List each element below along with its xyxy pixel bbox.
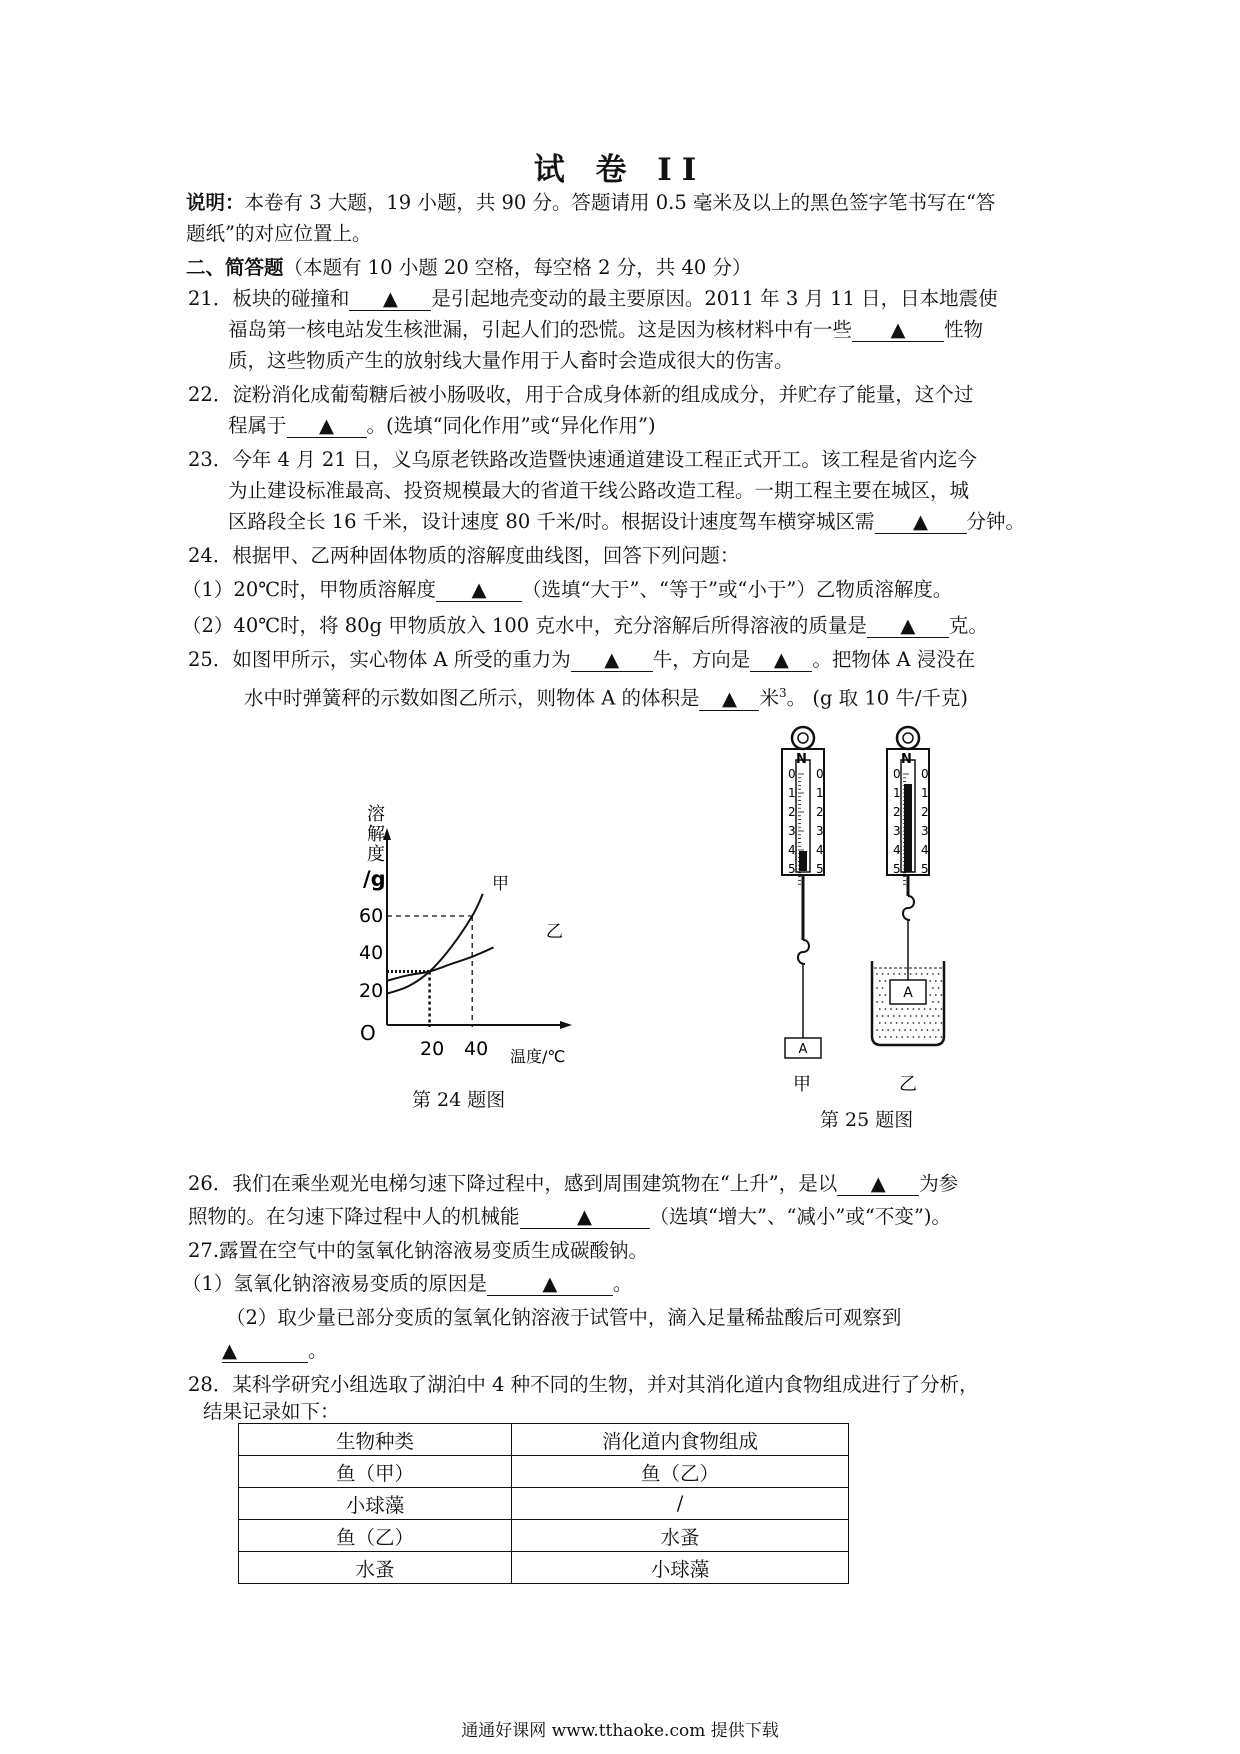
fig25-water-dot — [910, 973, 912, 975]
fig25-water-dot — [941, 1036, 943, 1038]
table-cell: 水蚤 — [239, 1552, 512, 1584]
fig25-water-dot — [927, 973, 929, 975]
fig24-xlabel: 温度/℃ — [510, 1047, 566, 1066]
q26-text-b: 为参 — [919, 1172, 959, 1195]
q25-text-c: 。把物体 A 浸没在 — [812, 648, 976, 671]
q25-line-2 — [244, 679, 968, 713]
page-title: 试 卷 II — [533, 152, 707, 188]
fig25-water-dot — [893, 1015, 895, 1017]
q24-blank-1[interactable]: ▲ — [436, 579, 522, 602]
q28-line-2: 结果记录如下： — [203, 1400, 340, 1423]
fig25-water-dot — [896, 1022, 898, 1024]
fig24-ylabel-char-2: 解 — [367, 824, 385, 845]
fig25-left-object-label: A — [798, 1042, 808, 1057]
fig25-water-dot — [910, 1029, 912, 1031]
fig25-left-ring — [792, 727, 814, 749]
q27-p2-end: 。 — [308, 1339, 328, 1362]
table-cell: 鱼（乙） — [512, 1456, 849, 1488]
fig25-water-dot — [899, 1029, 901, 1031]
q23-line-2: 为止建设标准最高、投资规模最大的省道干线公路改造工程。一期工程主要在城区，城 — [228, 479, 970, 502]
fig24-xtick-40: 40 — [464, 1038, 489, 1060]
fig25-scale-number-right: 2 — [921, 805, 929, 819]
fig25-scale-number-right: 5 — [816, 862, 824, 876]
fig25-water-dot — [890, 1022, 892, 1024]
fig25-scale-number-right: 4 — [816, 843, 824, 857]
fig24-ylabel-char-3: 度 — [367, 844, 385, 865]
fig25-water-dot — [882, 1029, 884, 1031]
fig25-water-dot — [904, 1029, 906, 1031]
fig25-water-dot — [915, 1015, 917, 1017]
fig24-ylabel-unit: /g — [363, 867, 386, 891]
fig25-water-dot — [929, 1008, 931, 1010]
fig25-scale-number-left: 5 — [788, 862, 796, 876]
intro-text-1: 本卷有 3 大题，19 小题，共 90 分。答题请用 0.5 毫米及以上的黑色签字笔书写在“答 — [244, 191, 996, 214]
q25-blank-3[interactable]: ▲ — [699, 688, 759, 711]
fig25-scale-number-right: 2 — [816, 805, 824, 819]
q21-text-d: 性物 — [944, 318, 984, 341]
q22-blank[interactable]: ▲ — [287, 415, 367, 438]
fig25-water-dot — [927, 1029, 929, 1031]
fig25-water-dot — [921, 1029, 923, 1031]
table-cell: 水蚤 — [512, 1520, 849, 1552]
fig25-water-dot — [935, 994, 937, 996]
fig25-water-dot — [929, 1036, 931, 1038]
fig25-scale-number-left: 0 — [788, 767, 796, 781]
q26-text-c: 照物的。在匀速下降过程中人的机械能 — [188, 1205, 520, 1228]
fig24-origin: O — [360, 1021, 376, 1045]
fig25-water-dot — [941, 1022, 943, 1024]
fig25-water-dot — [879, 1022, 881, 1024]
fig25-water-dot — [941, 980, 943, 982]
q25-blank-1[interactable]: ▲ — [571, 649, 653, 672]
fig25-water-dot — [885, 1022, 887, 1024]
q21-blank-2[interactable]: ▲ — [852, 319, 944, 342]
fig25-water-dot — [913, 1008, 915, 1010]
q23-text-a: 区路段全长 16 千米，设计速度 80 千米/时。根据设计速度驾车横穿城区需 — [228, 510, 875, 533]
fig25-right-pointer — [904, 784, 912, 872]
fig25-scale-number-right: 0 — [816, 767, 824, 781]
fig25-water-dot — [941, 1008, 943, 1010]
table-cell: 鱼（甲） — [239, 1456, 512, 1488]
fig24-caption: 第 24 题图 — [412, 1089, 506, 1111]
table-row — [239, 1488, 849, 1520]
fig24-ytick-20: 20 — [359, 980, 384, 1002]
intro-label: 说明： — [186, 191, 245, 214]
fig25-water-dot — [932, 1001, 934, 1003]
fig25-scale-number-left: 4 — [893, 843, 901, 857]
q21-text-a: 21．板块的碰撞和 — [188, 287, 350, 310]
fig25-scale-number-right: 1 — [816, 786, 824, 800]
fig24-ytick-60: 60 — [359, 905, 384, 927]
q25-blank-2[interactable]: ▲ — [750, 649, 812, 672]
q22-text-b: 。(选填“同化作用”或“异化作用”) — [366, 414, 656, 437]
fig25-water-dot — [918, 1022, 920, 1024]
q25-text-e: 米 — [759, 686, 779, 710]
q26-line-2 — [188, 1203, 951, 1231]
fig25-water-dot — [896, 1036, 898, 1038]
fig25-water-dot — [885, 1036, 887, 1038]
q26-text-d: （选填“增大”、“减小”或“不变”)。 — [649, 1205, 951, 1228]
q24-p2-text-a: （2）40℃时，将 80g 甲物质放入 100 克水中，充分溶解后所得溶液的质量是 — [182, 614, 867, 637]
fig25-water-dot — [929, 1022, 931, 1024]
q26-text-a: 26．我们在乘坐观光电梯匀速下降过程中，感到周围建筑物在“上升”，是以 — [188, 1172, 838, 1195]
q27-p1-text: （1）氢氧化钠溶液易变质的原因是 — [182, 1272, 487, 1295]
q21-line-3: 质，这些物质产生的放射线大量作用于人畜时会造成很大的伤害。 — [228, 349, 794, 372]
fig25-water-dot — [896, 1008, 898, 1010]
fig25-water-dot — [879, 1008, 881, 1010]
q25-text-d: 水中时弹簧秤的示数如图乙所示，则物体 A 的体积是 — [244, 686, 700, 710]
fig25-water-dot — [876, 987, 878, 989]
fig25-water-dot — [887, 1029, 889, 1031]
q25-text-b: 牛，方向是 — [652, 648, 751, 671]
fig25-water-dot — [901, 1022, 903, 1024]
fig24-ylabel-char-1: 溶 — [367, 804, 385, 825]
q28-food-table — [238, 1423, 849, 1584]
table-row — [239, 1552, 849, 1584]
fig25-right-ring — [897, 727, 919, 749]
fig25-right-object-label: A — [903, 985, 913, 1001]
fig25-scale-number-right: 5 — [921, 862, 929, 876]
table-row — [239, 1456, 849, 1488]
section-2-heading — [186, 254, 751, 282]
fig25-water-dot — [882, 1001, 884, 1003]
fig25-water-dot — [876, 1029, 878, 1031]
fig25-scale-right — [872, 727, 944, 1095]
q27-p1-end: 。 — [612, 1272, 633, 1295]
fig25-water-dot — [927, 1015, 929, 1017]
intro-line-2: 题纸”的对应位置上。 — [186, 222, 372, 245]
fig25-water-dot — [935, 1022, 937, 1024]
fig25-water-dot — [876, 1001, 878, 1003]
q27-part-2: （2）取少量已部分变质的氢氧化钠溶液于试管中，滴入足量稀盐酸后可观察到 — [226, 1306, 902, 1329]
intro-line-1 — [186, 189, 995, 217]
fig25-water-dot — [918, 1036, 920, 1038]
table-header-row — [239, 1424, 849, 1456]
q27-blank-1[interactable]: ▲ — [487, 1273, 613, 1296]
fig25-scale-number-left: 0 — [893, 767, 901, 781]
fig25-water-dot — [899, 973, 901, 975]
fig25-water-dot — [887, 973, 889, 975]
fig25-water-dot — [907, 1036, 909, 1038]
fig25-water-dot — [899, 1015, 901, 1017]
q21-text-b: 是引起地壳变动的最主要原因。2011 年 3 月 11 日，日本地震使 — [431, 287, 998, 310]
fig25-water-dot — [932, 987, 934, 989]
fig25-water-dot — [938, 987, 940, 989]
fig25-left-unit: N — [796, 752, 807, 767]
fig25-water-dot — [924, 1022, 926, 1024]
fig24-series-label-jia: 甲 — [492, 874, 509, 894]
fig25-water-dot — [876, 973, 878, 975]
fig25-water-dot — [887, 1015, 889, 1017]
fig25-water-dot — [932, 1015, 934, 1017]
fig25-water-dot — [879, 1036, 881, 1038]
fig25-water-dot — [893, 1029, 895, 1031]
fig25-scale-number-left: 1 — [788, 786, 796, 800]
table-header-cell: 生物种类 — [239, 1424, 512, 1456]
fig25-water-dot — [918, 1008, 920, 1010]
fig25-water-dot — [935, 1008, 937, 1010]
fig25-water-dot — [921, 973, 923, 975]
fig25-water-dot — [924, 1036, 926, 1038]
fig25-water-dot — [929, 980, 931, 982]
q24-p1-text-a: （1）20℃时，甲物质溶解度 — [182, 578, 437, 601]
fig25-water-dot — [924, 1008, 926, 1010]
fig25-water-dot — [879, 980, 881, 982]
q24-line-1: 24．根据甲、乙两种固体物质的溶解度曲线图，回答下列问题： — [188, 544, 740, 567]
section-2-label: 二、简答题 — [186, 256, 284, 279]
fig25-water-dot — [941, 994, 943, 996]
fig25-water-dot — [935, 1036, 937, 1038]
fig25-scale-number-right: 0 — [921, 767, 929, 781]
q25-line-1 — [188, 646, 975, 674]
q21-blank-1[interactable]: ▲ — [349, 288, 431, 311]
fig25-water-dot — [915, 1029, 917, 1031]
fig24-plot-area — [387, 894, 494, 1027]
q26-blank-1[interactable]: ▲ — [837, 1173, 919, 1196]
fig25-water-dot — [910, 1015, 912, 1017]
q25-text-a: 25．如图甲所示，实心物体 A 所受的重力为 — [188, 648, 571, 671]
fig25-water-dot — [876, 1015, 878, 1017]
fig25-scale-number-right: 1 — [921, 786, 929, 800]
q25-superscript: 3 — [779, 686, 787, 700]
fig25-scale-left — [782, 727, 824, 1095]
fig25-water-dot — [885, 1008, 887, 1010]
fig25-water-dot — [885, 980, 887, 982]
q27-blank-2[interactable]: ▲ — [222, 1340, 308, 1363]
q23-text-b: 分钟。 — [966, 510, 1026, 533]
fig25-water-dot — [893, 973, 895, 975]
table-header-cell: 消化道内食物组成 — [512, 1424, 849, 1456]
fig25-scale-number-left: 4 — [788, 843, 796, 857]
fig25-water-dot — [935, 980, 937, 982]
fig25-scale-number-left: 1 — [893, 786, 901, 800]
q21-text-c: 福岛第一核电站发生核泄漏，引起人们的恐慌。这是因为核材料中有一些 — [228, 318, 853, 341]
fig25-water-dot — [904, 1015, 906, 1017]
q26-blank-2[interactable]: ▲ — [520, 1206, 650, 1229]
q27-part-2-answer — [222, 1337, 328, 1365]
fig25-scale-number-left: 2 — [788, 805, 796, 819]
table-cell: 小球藻 — [239, 1488, 512, 1520]
fig25-left-hook — [798, 940, 809, 964]
fig25-right-unit: N — [901, 752, 912, 767]
q28-line-1: 28．某科学研究小组选取了湖泊中 4 种不同的生物，并对其消化道内食物组成进行了分析， — [188, 1373, 979, 1396]
fig25-water-dot — [915, 973, 917, 975]
table-cell: 小球藻 — [512, 1552, 849, 1584]
fig24-solubility-chart — [350, 800, 590, 1070]
fig25-panel-label-jia: 甲 — [793, 1074, 811, 1095]
fig25-water-dot — [932, 973, 934, 975]
q27-line-1: 27.露置在空气中的氢氧化钠溶液易变质生成碳酸钠。 — [188, 1239, 649, 1262]
fig25-scale-number-left: 5 — [893, 862, 901, 876]
fig25-right-hook — [903, 896, 914, 920]
section-2-note: （本题有 10 小题 20 空格，每空格 2 分，共 40 分） — [283, 256, 752, 279]
fig25-water-dot — [885, 994, 887, 996]
q26-line-1 — [188, 1170, 958, 1198]
table-cell: / — [512, 1488, 849, 1520]
q23-line-1: 23．今年 4 月 21 日，义乌原老铁路改造暨快速通道建设工程正式开工。该工程是省内迄今 — [188, 448, 977, 471]
table-cell: 鱼（乙） — [239, 1520, 512, 1552]
fig25-water-dot — [913, 1022, 915, 1024]
fig25-water-dot — [938, 973, 940, 975]
fig25-water-dot — [913, 1036, 915, 1038]
fig25-water-dot — [882, 987, 884, 989]
fig25-panel-label-yi: 乙 — [899, 1074, 917, 1095]
page-footer: 通通好课网 www.tthaoke.com 提供下载 — [461, 1721, 779, 1741]
fig25-scale-number-left: 2 — [893, 805, 901, 819]
table-row — [239, 1520, 849, 1552]
q22-line-1: 22．淀粉消化成葡萄糖后被小肠吸收，用于合成身体新的组成成分，并贮存了能量，这个过 — [188, 383, 974, 406]
q23-blank[interactable]: ▲ — [875, 511, 967, 534]
fig25-water-dot — [904, 973, 906, 975]
fig25-water-dot — [882, 1015, 884, 1017]
fig25-water-dot — [929, 994, 931, 996]
q24-p2-text-b: 克。 — [948, 614, 988, 637]
q24-p1-text-b: （选填“大于”、“等于”或“小于”）乙物质溶解度。 — [522, 578, 953, 601]
q24-part-1 — [182, 576, 952, 604]
fig25-scale-number-right: 3 — [921, 824, 929, 838]
fig24-series-yi-line — [387, 947, 494, 980]
fig24-xtick-20: 20 — [420, 1038, 445, 1060]
q27-part-1 — [182, 1270, 632, 1298]
fig25-water-dot — [901, 1008, 903, 1010]
fig25-water-dot — [932, 1029, 934, 1031]
q25-text-f: 。 (g 取 10 牛/千克) — [786, 686, 969, 710]
fig25-water-dot — [890, 1008, 892, 1010]
fig25-water-dot — [938, 1001, 940, 1003]
q22-text-a: 程属于 — [228, 414, 287, 437]
fig25-scale-number-left: 3 — [893, 824, 901, 838]
fig25-water-dot — [938, 1015, 940, 1017]
fig25-water-dot — [901, 1036, 903, 1038]
q24-part-2 — [182, 612, 988, 640]
fig25-caption: 第 25 题图 — [820, 1109, 914, 1131]
fig25-water-dot — [938, 1029, 940, 1031]
fig24-series-jia-line — [387, 894, 483, 994]
fig24-x-arrow — [560, 1021, 572, 1029]
fig25-water-dot — [907, 1022, 909, 1024]
fig25-water-dot — [907, 1008, 909, 1010]
fig25-water-dot — [879, 994, 881, 996]
fig25-scale-number-right: 3 — [816, 824, 824, 838]
q23-line-3 — [228, 508, 1025, 536]
fig25-water-dot — [921, 1015, 923, 1017]
q21-line-1 — [188, 285, 998, 313]
fig25-water-dot — [890, 1036, 892, 1038]
fig25-scale-number-left: 3 — [788, 824, 796, 838]
fig25-water-dot — [882, 973, 884, 975]
fig24-ytick-40: 40 — [359, 942, 384, 964]
fig24-series-label-yi: 乙 — [546, 922, 563, 942]
fig25-spring-scale-figure — [770, 718, 990, 1098]
q22-line-2 — [228, 412, 656, 440]
q21-line-2 — [228, 316, 983, 344]
fig25-scale-number-right: 4 — [921, 843, 929, 857]
q24-blank-2[interactable]: ▲ — [867, 615, 949, 638]
